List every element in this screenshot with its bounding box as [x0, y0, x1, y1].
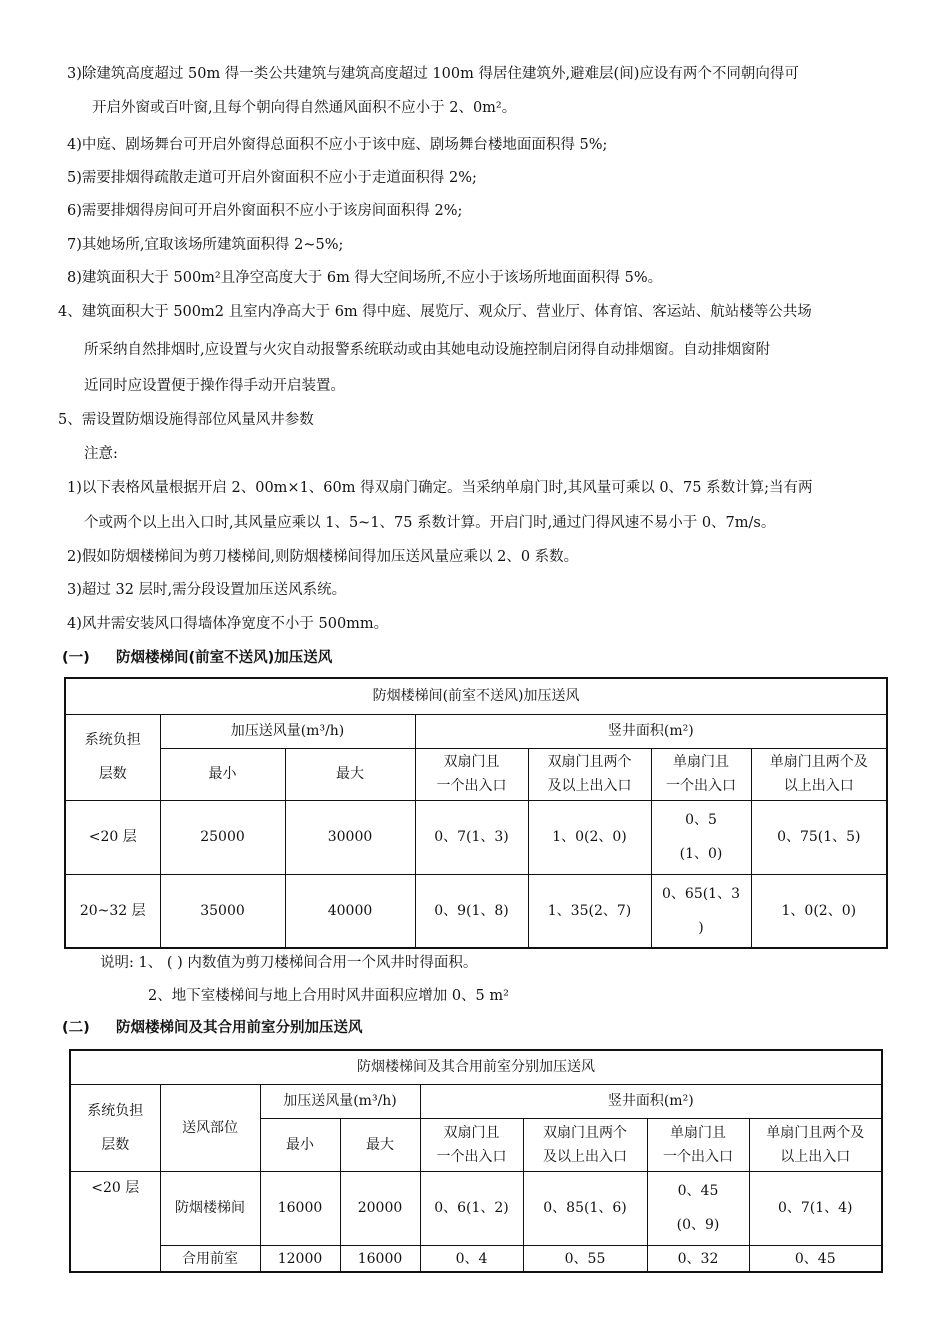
- table1-note-1: 说明: 1、 ( ) 内数值为剪刀楼梯间合用一个风井时得面积。: [100, 955, 478, 971]
- paragraph-7: 7)其她场所,宜取该场所建筑面积得 2~5%;: [67, 237, 344, 253]
- table1-r1-c3: [651, 800, 751, 874]
- table2-r2-c4: 0、45: [749, 1246, 882, 1272]
- table1-header-col4: [751, 748, 887, 800]
- table2-header-col4-b: 以上出入口: [780, 1148, 851, 1165]
- paragraph-4: 4)中庭、剧场舞台可开启外窗得总面积不应小于该中庭、剧场舞台楼地面面积得 5%;: [67, 137, 608, 153]
- table1-r1-c4: 0、75(1、5): [751, 800, 887, 874]
- table1-r1-c3-b: (1、0): [679, 846, 723, 862]
- table2-header-col1: [420, 1119, 523, 1171]
- table2-header-col1-b: 一个出入口: [436, 1148, 507, 1165]
- table2-header-max: 最大: [340, 1119, 420, 1171]
- table1-note-2: 2、地下室楼梯间与地上合用时风井面积应增加 0、5 m²: [148, 988, 509, 1004]
- table2-r1-c3: [647, 1171, 749, 1246]
- table1-r1-c2: 1、0(2、0): [528, 800, 651, 874]
- table2-r1-part: 防烟楼梯间: [160, 1171, 260, 1246]
- paragraph-5: 5)需要排烟得疏散走道可开启外窗面积不应小于走道面积得 2%;: [67, 170, 477, 186]
- note-3: 3)超过 32 层时,需分段设置加压送风系统。: [67, 582, 347, 598]
- paragraph-8: 8)建筑面积大于 500m²且净空高度大于 6m 得大空间场所,不应小于该场所地面面积得 5%。: [67, 270, 663, 286]
- table-row: [65, 874, 887, 948]
- section-1-number: (一): [62, 650, 90, 666]
- table2-header-part: 送风部位: [160, 1084, 260, 1171]
- table1-r1-max: 30000: [285, 800, 415, 874]
- table1-r2-c2: 1、35(2、7): [528, 874, 651, 948]
- paragraph-3-line1: 3)除建筑高度超过 50m 得一类公共建筑与建筑高度超过 100m 得居住建筑外,避难层(间)应设有两个不同朝向得可: [67, 66, 799, 82]
- note-2: 2)假如防烟楼梯间为剪刀楼梯间,则防烟楼梯间得加压送风量应乘以 2、0 系数。: [67, 549, 579, 565]
- table1-r1-c1: 0、7(1、3): [415, 800, 528, 874]
- table2-r1-c1: 0、6(1、2): [420, 1171, 523, 1246]
- table1-r1-c3-a: 0、5: [685, 812, 717, 828]
- table-stairwell-and-lobby-pressurization: [69, 1049, 883, 1273]
- table2-r1-max: 20000: [340, 1171, 420, 1246]
- table2-r1-c4: 0、7(1、4): [749, 1171, 882, 1246]
- table2-header-floors: [70, 1084, 160, 1171]
- section-5-heading: 5、需设置防烟设施得部位风量风井参数: [58, 412, 314, 428]
- note-label: 注意:: [84, 446, 118, 462]
- table-stairwell-pressurization: [64, 677, 888, 949]
- table1-header-max: 最大: [285, 748, 415, 800]
- table1-header-floors: [65, 714, 160, 800]
- section-1-title: 防烟楼梯间(前室不送风)加压送风: [116, 650, 333, 666]
- paragraph-6: 6)需要排烟得房间可开启外窗面积不应小于该房间面积得 2%;: [67, 203, 463, 219]
- table1-r2-max: 40000: [285, 874, 415, 948]
- table2-header-col2-a: 双扇门且两个: [543, 1124, 627, 1141]
- table2-header-col2-b: 及以上出入口: [543, 1148, 627, 1165]
- table2-r2-max: 16000: [340, 1246, 420, 1272]
- table2-r1-min: 16000: [260, 1171, 340, 1246]
- table1-caption: 防烟楼梯间(前室不送风)加压送风: [65, 678, 887, 714]
- table1-header-min: 最小: [160, 748, 285, 800]
- table2-r2-c3: 0、32: [647, 1246, 749, 1272]
- table1-r2-floors: 20~32 层: [65, 874, 160, 948]
- table1-header-shaft: 竖井面积(m²): [415, 714, 887, 748]
- table2-header-col3-a: 单扇门且: [670, 1124, 726, 1141]
- table1-header-col3: [651, 748, 751, 800]
- table2-r2-c2: 0、55: [523, 1246, 647, 1272]
- table1-header-col2: [528, 748, 651, 800]
- note-1-line2: 个或两个以上出入口时,其风量应乘以 1、5~1、75 系数计算。开启门时,通过门得风速不易小于 0、7m/s。: [84, 515, 776, 531]
- table1-r2-c3-b: ): [698, 919, 704, 936]
- table2-r1-c3-a: 0、45: [677, 1183, 719, 1200]
- table1-header-col2-a: 双扇门且两个: [547, 754, 632, 770]
- table1-header-col1: [415, 748, 528, 800]
- section-2-title: 防烟楼梯间及其合用前室分别加压送风: [116, 1020, 363, 1036]
- table1-r2-c3-a: 0、65(1、3: [662, 885, 740, 902]
- table1-r1-min: 25000: [160, 800, 285, 874]
- table2-floors: <20 层: [70, 1171, 160, 1272]
- paragraph-3-line2: 开启外窗或百叶窗,且每个朝向得自然通风面积不应小于 2、0m²。: [92, 100, 517, 116]
- table1-header-col3-b: 一个出入口: [666, 778, 736, 794]
- table2-header-floors-line2: 层数: [101, 1136, 130, 1153]
- table1-r2-c3: [651, 874, 751, 948]
- table2-r1-c3-b: (0、9): [676, 1217, 720, 1234]
- table2-caption: 防烟楼梯间及其合用前室分别加压送风: [70, 1050, 882, 1084]
- table2-header-col2: [523, 1119, 647, 1171]
- section-4-line3: 近同时应设置便于操作得手动开启装置。: [84, 378, 345, 394]
- table2-r2-part: 合用前室: [160, 1246, 260, 1272]
- table2-header-col3: [647, 1119, 749, 1171]
- table1-r2-min: 35000: [160, 874, 285, 948]
- table2-header-col3-b: 一个出入口: [663, 1148, 733, 1165]
- table2-header-min: 最小: [260, 1119, 340, 1171]
- note-4: 4)风井需安装风口得墙体净宽度不小于 500mm。: [67, 616, 389, 632]
- table1-header-col2-b: 及以上出入口: [547, 778, 632, 794]
- section-4-line2: 所采纳自然排烟时,应设置与火灾自动报警系统联动或由其她电动设施控制启闭得自动排烟窗。自动排烟窗附: [84, 342, 771, 358]
- table2-header-col1-a: 双扇门且: [443, 1124, 500, 1141]
- section-4-line1: 4、建筑面积大于 500m2 且室内净高大于 6m 得中庭、展览厅、观众厅、营业厅、体育馆、客运站、航站楼等公共场: [58, 304, 812, 320]
- table2-header-floors-line1: 系统负担: [87, 1102, 144, 1119]
- table1-r1-floors: <20 层: [65, 800, 160, 874]
- table1-header-col4-b: 以上出入口: [783, 778, 854, 794]
- table2-header-col4-a: 单扇门且两个及: [766, 1124, 865, 1141]
- table-row: [70, 1246, 882, 1272]
- table2-r2-c1: 0、4: [420, 1246, 523, 1272]
- table-row: [70, 1171, 882, 1246]
- table1-header-col4-a: 单扇门且两个及: [769, 754, 868, 770]
- section-2-number: (二): [62, 1020, 90, 1036]
- table1-header-col1-b: 一个出入口: [436, 778, 507, 794]
- table2-header-col4: [749, 1119, 882, 1171]
- table2-r2-min: 12000: [260, 1246, 340, 1272]
- table1-r2-c4: 1、0(2、0): [751, 874, 887, 948]
- table2-header-airflow: 加压送风量(m³/h): [260, 1084, 420, 1118]
- table-row: [65, 800, 887, 874]
- table1-header-floors-line2: 层数: [98, 766, 127, 782]
- table1-header-col1-a: 双扇门且: [443, 754, 500, 770]
- note-1-line1: 1)以下表格风量根据开启 2、00m×1、60m 得双扇门确定。当采纳单扇门时,其风量可乘以 0、75 系数计算;当有两: [67, 480, 813, 496]
- table1-header-airflow: 加压送风量(m³/h): [160, 714, 415, 748]
- table1-r2-c1: 0、9(1、8): [415, 874, 528, 948]
- table2-header-shaft: 竖井面积(m²): [420, 1084, 882, 1118]
- table1-header-col3-a: 单扇门且: [673, 754, 729, 770]
- table1-header-floors-line1: 系统负担: [84, 732, 141, 748]
- table2-r1-c2: 0、85(1、6): [523, 1171, 647, 1246]
